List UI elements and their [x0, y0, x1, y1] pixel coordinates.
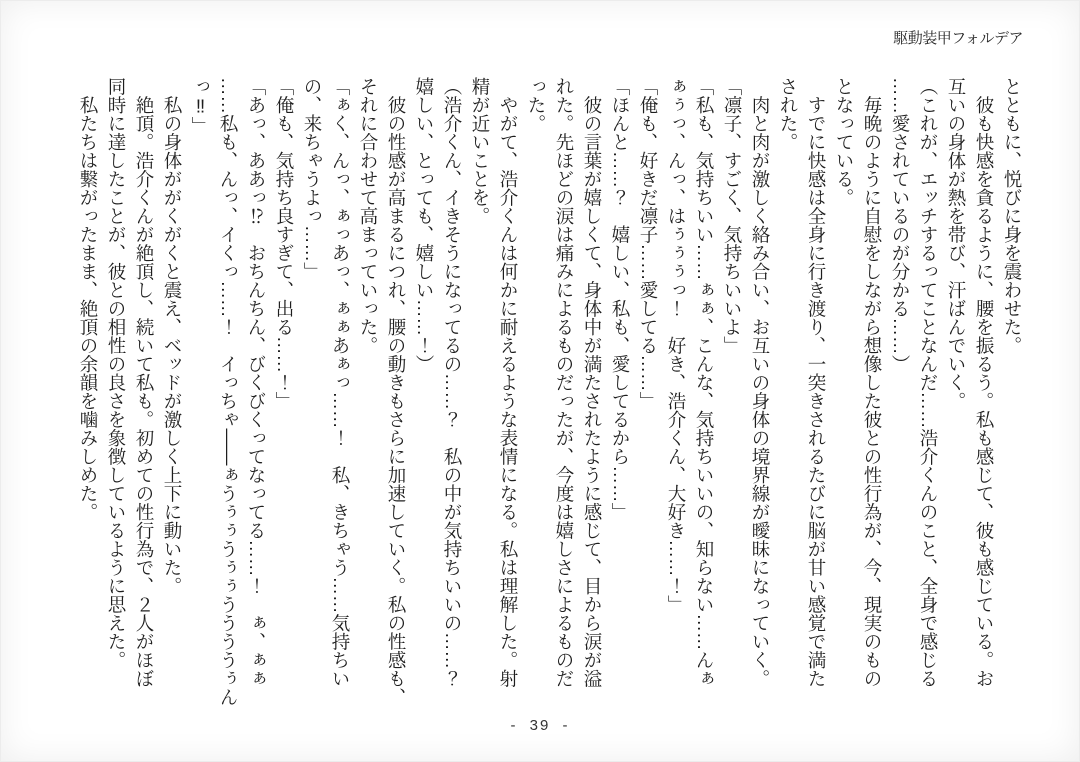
text-line: った。 — [526, 77, 547, 133]
text-line: 「あっ、ああっ⁉ おちんちん、びくびくってなってる……！ ぁ、ぁぁ — [246, 77, 267, 688]
text-line: 絶頂。浩介くんが絶頂し、続いて私も。初めての性行為で、２人がほぼ — [134, 77, 155, 688]
text-line: 「ほんと……？ 嬉しい、私も、愛してるから……」 — [610, 77, 631, 521]
text-line: れた。先ほどの涙は痛みによるものだったが、今度は嬉しさによるものだ — [554, 77, 575, 688]
text-line: 彼の言葉が嬉しくて、身体中が満たされたように感じて、目から涙が溢 — [582, 77, 603, 688]
text-line: っ‼」 — [190, 77, 211, 135]
text-line: 精が近いことを。 — [470, 77, 491, 225]
text-line: 互いの身体が熱を帯び、汗ばんでいく。 — [946, 77, 967, 410]
text-line: 彼も快感を貪るように、腰を振るう。私も感じて、彼も感じている。お — [974, 77, 995, 688]
text-line: となっている。 — [834, 77, 855, 207]
text-line: それに合わせて高まっていった。 — [358, 77, 379, 355]
text-line: 「ぁく、んっ、ぁっあっ、ぁぁあぁっ……！ 私、きちゃう……気持ちい — [330, 77, 351, 688]
text-line: 私たちは繋がったまま、絶頂の余韻を噛みしめた。 — [78, 77, 99, 521]
text-line: （これが、エッチするってことなんだ……浩介くんのこと、全身で感じる — [918, 77, 939, 688]
text-line: 肉と肉が激しく絡み合い、お互いの身体の境界線が曖昧になっていく。 — [750, 77, 771, 688]
text-line: 「俺も、好きだ凛子……愛してる……」 — [638, 77, 659, 410]
text-line: された。 — [778, 77, 799, 151]
text-line: 「凛子、すごく、気持ちいいよ」 — [722, 77, 743, 355]
text-line: （浩介くん、イきそうになってるの……？ 私の中が気持ちいいの……？ — [442, 77, 463, 688]
text-line: 毎晩のように自慰をしながら想像した彼との性行為が、今、現実のもの — [862, 77, 883, 688]
text-line: ……私も、んっ、イくっ……！ イっちゃ――ぁうぅぅうぅぅううううぅん — [218, 77, 239, 706]
text-line: 「俺も、気持ち良すぎて、出る……！」 — [274, 77, 295, 410]
text-line: 私の身体ががくがくと震え、ベッドが激しく上下に動いた。 — [162, 77, 183, 595]
text-line: 彼の性感が高まるにつれ、腰の動きもさらに加速していく。私の性感も、 — [386, 77, 407, 706]
text-line: とともに、悦びに身を震わせた。 — [1002, 77, 1023, 355]
text-line: 嬉しい、とっても、嬉しい……！） — [414, 77, 435, 373]
text-line: 「私も、気持ちいい……ぁぁ、こんな、気持ちいいの、知らない……んぁ — [694, 77, 715, 688]
text-line: ぁぅっ、んっ、はぅぅぅっ！ 好き、浩介くん、大好き……！」 — [666, 77, 687, 614]
text-line: 同時に達したことが、彼との相性の良さを象徴しているように思えた。 — [106, 77, 127, 669]
running-header-title: 駆動装甲フォルデア — [893, 30, 1023, 47]
text-line: やがて、浩介くんは何かに耐えるような表情になる。私は理解した。射 — [498, 77, 519, 688]
text-line: すでに快感は全身に行き渡り、一突きされるたびに脳が甘い感覚で満た — [806, 77, 827, 688]
text-line: ……愛されているのが分かる……） — [890, 77, 911, 373]
page-number: - 39 - — [510, 717, 570, 734]
vertical-text-block — [70, 77, 1026, 717]
text-line: の、来ちゃうよっ……」 — [302, 77, 323, 281]
